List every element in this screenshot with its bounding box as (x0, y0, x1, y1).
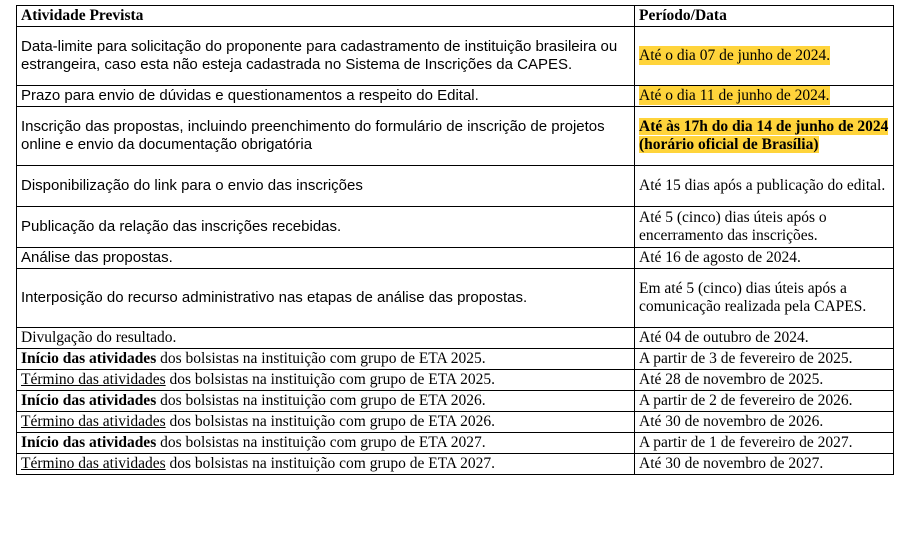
activity-text: Análise das propostas. (21, 249, 173, 266)
period-cell: Até 04 de outubro de 2024. (635, 328, 894, 349)
period-cell: Até 30 de novembro de 2027. (635, 454, 894, 475)
table-row (17, 86, 894, 107)
period-cell: Até 15 dias após a publicação do edital. (635, 166, 894, 207)
activity-cell (17, 27, 635, 86)
period-text-highlighted: Até o dia 11 de junho de 2024. (639, 87, 830, 104)
table-row (17, 328, 894, 349)
header-period: Período/Data (635, 6, 894, 27)
activity-text: dos bolsistas na instituição com grupo de ETA 2027. (156, 434, 486, 451)
activity-lead: Início das atividades (21, 350, 157, 367)
table-row (17, 27, 894, 86)
period-cell: A partir de 2 de fevereiro de 2026. (635, 391, 894, 412)
activity-text: Disponibilização do link para o envio das inscrições (21, 177, 363, 194)
activity-text: dos bolsistas na instituição com grupo de ETA 2025. (156, 350, 486, 367)
activity-text: dos bolsistas na instituição com grupo de ETA 2027. (165, 455, 496, 472)
activity-cell (17, 433, 635, 454)
activity-cell (17, 454, 635, 475)
activity-text: Data-limite para solicitação do proponente para cadastramento de instituição brasileira ou estrangeira, caso esta não esteja cadastrada no Sistema de Inscrições da CAPES. (21, 38, 618, 73)
activity-lead: Início das atividades (21, 434, 157, 451)
period-cell: A partir de 1 de fevereiro de 2027. (635, 433, 894, 454)
activity-cell (17, 86, 635, 107)
table-row (17, 349, 894, 370)
activity-cell (17, 207, 635, 248)
header-activity: Atividade Prevista (17, 6, 635, 27)
table-row (17, 207, 894, 248)
activity-cell (17, 370, 635, 391)
activity-cell (17, 248, 635, 269)
table-header-row (17, 6, 894, 27)
period-cell: Até 16 de agosto de 2024. (635, 248, 894, 269)
table-row (17, 370, 894, 391)
activity-text: Interposição do recurso administrativo nas etapas de análise das propostas. (21, 289, 528, 306)
activity-lead: Término das atividades (21, 413, 166, 430)
activity-text: dos bolsistas na instituição com grupo de ETA 2026. (165, 413, 496, 430)
period-cell: Em até 5 (cinco) dias úteis após a comunicação realizada pela CAPES. (635, 269, 894, 328)
activity-cell (17, 166, 635, 207)
activity-cell (17, 412, 635, 433)
table-row (17, 269, 894, 328)
activity-text: dos bolsistas na instituição com grupo de ETA 2025. (165, 371, 496, 388)
schedule-table (16, 5, 894, 475)
activity-cell (17, 349, 635, 370)
period-text-highlighted: Até o dia 07 de junho de 2024. (639, 47, 831, 64)
table-row (17, 454, 894, 475)
activity-text: Prazo para envio de dúvidas e questionamentos a respeito do Edital. (21, 87, 479, 104)
activity-lead: Término das atividades (21, 371, 166, 388)
table-row (17, 248, 894, 269)
activity-text: dos bolsistas na instituição com grupo de ETA 2026. (156, 392, 486, 409)
table-row (17, 391, 894, 412)
period-cell (635, 107, 894, 166)
period-cell (635, 27, 894, 86)
period-cell: Até 30 de novembro de 2026. (635, 412, 894, 433)
table-row (17, 166, 894, 207)
table-row (17, 107, 894, 166)
activity-cell: Divulgação do resultado. (17, 328, 635, 349)
period-cell: A partir de 3 de fevereiro de 2025. (635, 349, 894, 370)
period-cell (635, 86, 894, 107)
activity-lead: Término das atividades (21, 455, 166, 472)
table-row (17, 412, 894, 433)
period-text-highlighted: Até às 17h do dia 14 de junho de 2024 (horário oficial de Brasília) (639, 118, 889, 153)
activity-cell (17, 269, 635, 328)
activity-text: Inscrição das propostas, incluindo preenchimento do formulário de inscrição de projetos online e envio da documentação obrigatória (21, 118, 605, 153)
activity-text: Publicação da relação das inscrições recebidas. (21, 218, 342, 235)
activity-cell (17, 107, 635, 166)
activity-cell (17, 391, 635, 412)
activity-lead: Início das atividades (21, 392, 157, 409)
period-cell: Até 28 de novembro de 2025. (635, 370, 894, 391)
table-row (17, 433, 894, 454)
period-cell: Até 5 (cinco) dias úteis após o encerramento das inscrições. (635, 207, 894, 248)
